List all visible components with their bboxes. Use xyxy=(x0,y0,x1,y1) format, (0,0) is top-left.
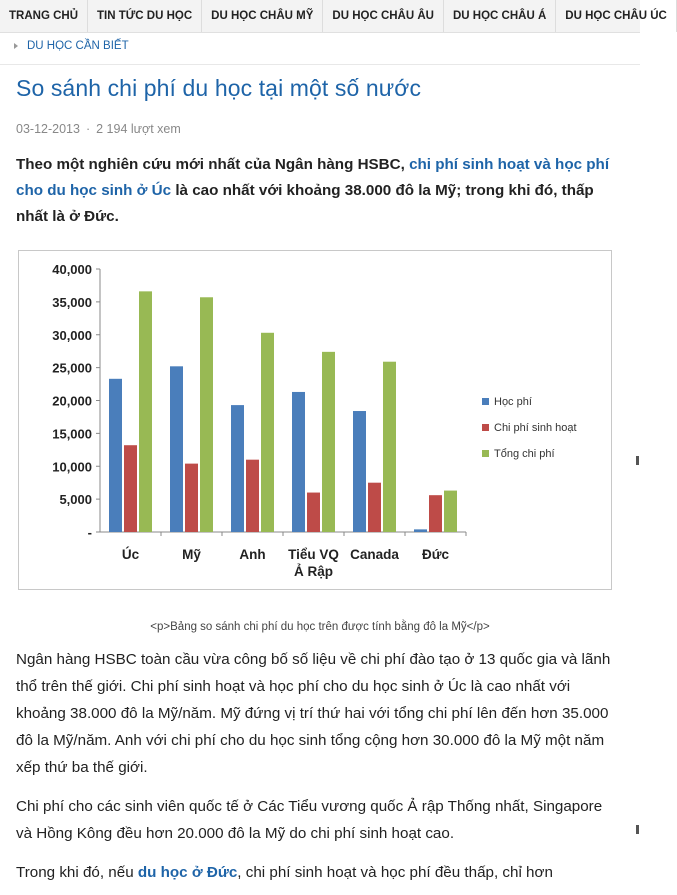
legend-swatch xyxy=(482,450,489,457)
x-tick-label: Canada xyxy=(350,547,399,562)
page-title: So sánh chi phí du học tại một số nước xyxy=(16,75,422,101)
y-tick-label: 40,000 xyxy=(52,262,92,277)
lead-text-prefix: Theo một nghiên cứu mới nhất của Ngân hàng HSBC, xyxy=(16,156,410,173)
meta-separator: · xyxy=(85,122,91,136)
para3-prefix: Trong khi đó, nếu xyxy=(16,864,138,881)
nav-item-europe[interactable]: DU HỌC CHÂU ÂU xyxy=(323,0,444,32)
x-tick-label: Mỹ xyxy=(182,547,201,562)
bar-Tổng chi phí xyxy=(200,297,213,532)
nav-item-asia[interactable]: DU HỌC CHÂU Á xyxy=(444,0,556,32)
x-tick-label: Đức xyxy=(421,547,450,562)
bar-Học phí xyxy=(353,411,366,532)
article-date: 03-12-2013 xyxy=(16,122,80,136)
y-tick-label: 30,000 xyxy=(52,327,92,343)
legend-label: Tổng chi phí xyxy=(494,448,555,460)
scroll-marker xyxy=(636,456,639,465)
bar-Tổng chi phí xyxy=(261,333,274,532)
para3-suffix: , chi phí sinh hoạt và học phí đều thấp, chỉ hơn xyxy=(237,864,553,881)
legend-swatch xyxy=(482,424,489,431)
article-paragraph-2: Chi phí cho các sinh viên quốc tế ở Các Tiểu vương quốc Ả rập Thống nhất, Singapore và Hồng Kông đều hơn 20.000 đô la Mỹ do chi phí sinh hoạt cao. xyxy=(16,798,603,842)
y-tick-label: 25,000 xyxy=(52,360,92,376)
bar-Chi phí sinh hoạt xyxy=(307,493,320,532)
x-tick-label: Úc xyxy=(121,547,140,562)
cost-comparison-chart xyxy=(18,250,612,590)
study-germany-link[interactable]: du học ở Đức xyxy=(137,864,238,881)
bar-Học phí xyxy=(292,392,305,532)
y-tick-label: 20,000 xyxy=(52,393,92,409)
nav-item-home[interactable]: TRANG CHỦ xyxy=(0,0,88,32)
article-paragraph-1: Ngân hàng HSBC toàn cầu vừa công bố số liệu về chi phí đào tạo ở 13 quốc gia và lãnh thổ trên thế giới. Chi phí sinh hoạt và học phí cho du học sinh ở Úc là cao nhất với khoảng 38.000 đô la Mỹ/năm. Mỹ đứng vị trí thứ hai với tổng chi phí lên đến hơn 35.000 đô la Mỹ/năm. Anh với chi phí cho du học sinh tổng cộng hơn 30.000 đô la Mỹ một năm xếp thứ ba thế giới. xyxy=(16,651,611,776)
bar-Tổng chi phí xyxy=(322,352,335,532)
top-navigation xyxy=(0,0,667,33)
lead-text-suffix: là cao nhất với khoảng 38.000 đô la Mỹ; trong khi đó, thấp nhất là ở Đức. xyxy=(16,182,594,225)
bar-Chi phí sinh hoạt xyxy=(368,483,381,532)
bar-Học phí xyxy=(109,379,122,532)
nav-item-news[interactable]: TIN TỨC DU HỌC xyxy=(88,0,202,32)
breadcrumb-arrow-icon xyxy=(14,43,18,49)
y-tick-label: 35,000 xyxy=(52,294,92,310)
bar-Tổng chi phí xyxy=(139,291,152,532)
breadcrumb xyxy=(14,40,129,52)
y-tick-label: 15,000 xyxy=(52,426,92,442)
nav-item-australia[interactable]: DU HỌC CHÂU ÚC xyxy=(556,0,677,32)
chart-frame xyxy=(19,251,612,590)
y-tick-label: 10,000 xyxy=(52,459,92,475)
lead-link[interactable]: chi phí sinh hoạt và học phí cho du học sinh ở Úc xyxy=(16,156,610,199)
article-views: 2 194 lượt xem xyxy=(96,122,181,136)
legend-label: Học phí xyxy=(494,396,532,408)
divider xyxy=(0,64,640,65)
nav-item-america[interactable]: DU HỌC CHÂU MỸ xyxy=(202,0,323,32)
bar-Chi phí sinh hoạt xyxy=(124,445,137,532)
y-tick-label: - xyxy=(87,525,92,540)
bar-Chi phí sinh hoạt xyxy=(429,495,442,532)
legend-label: Chi phí sinh hoạt xyxy=(494,422,577,434)
bar-Học phí xyxy=(414,529,427,532)
bar-Tổng chi phí xyxy=(444,491,457,532)
bar-Học phí xyxy=(231,405,244,532)
bar-Chi phí sinh hoạt xyxy=(185,464,198,532)
x-tick-label: Tiểu VQ Ả Rập xyxy=(288,547,339,579)
bar-Học phí xyxy=(170,366,183,532)
breadcrumb-link[interactable]: DU HỌC CẦN BIẾT xyxy=(27,40,129,52)
chart-caption: <p>Bảng so sánh chi phí du học trên được tính bằng đô la Mỹ</p> xyxy=(150,621,490,633)
article-lead xyxy=(16,152,620,230)
article-meta xyxy=(16,122,181,136)
y-tick-label: 5,000 xyxy=(59,492,92,508)
bar-Tổng chi phí xyxy=(383,362,396,532)
legend-swatch xyxy=(482,398,489,405)
x-tick-label: Anh xyxy=(239,547,266,562)
article-paragraph-3 xyxy=(16,859,620,886)
bar-Chi phí sinh hoạt xyxy=(246,460,259,532)
scroll-marker xyxy=(636,825,639,834)
